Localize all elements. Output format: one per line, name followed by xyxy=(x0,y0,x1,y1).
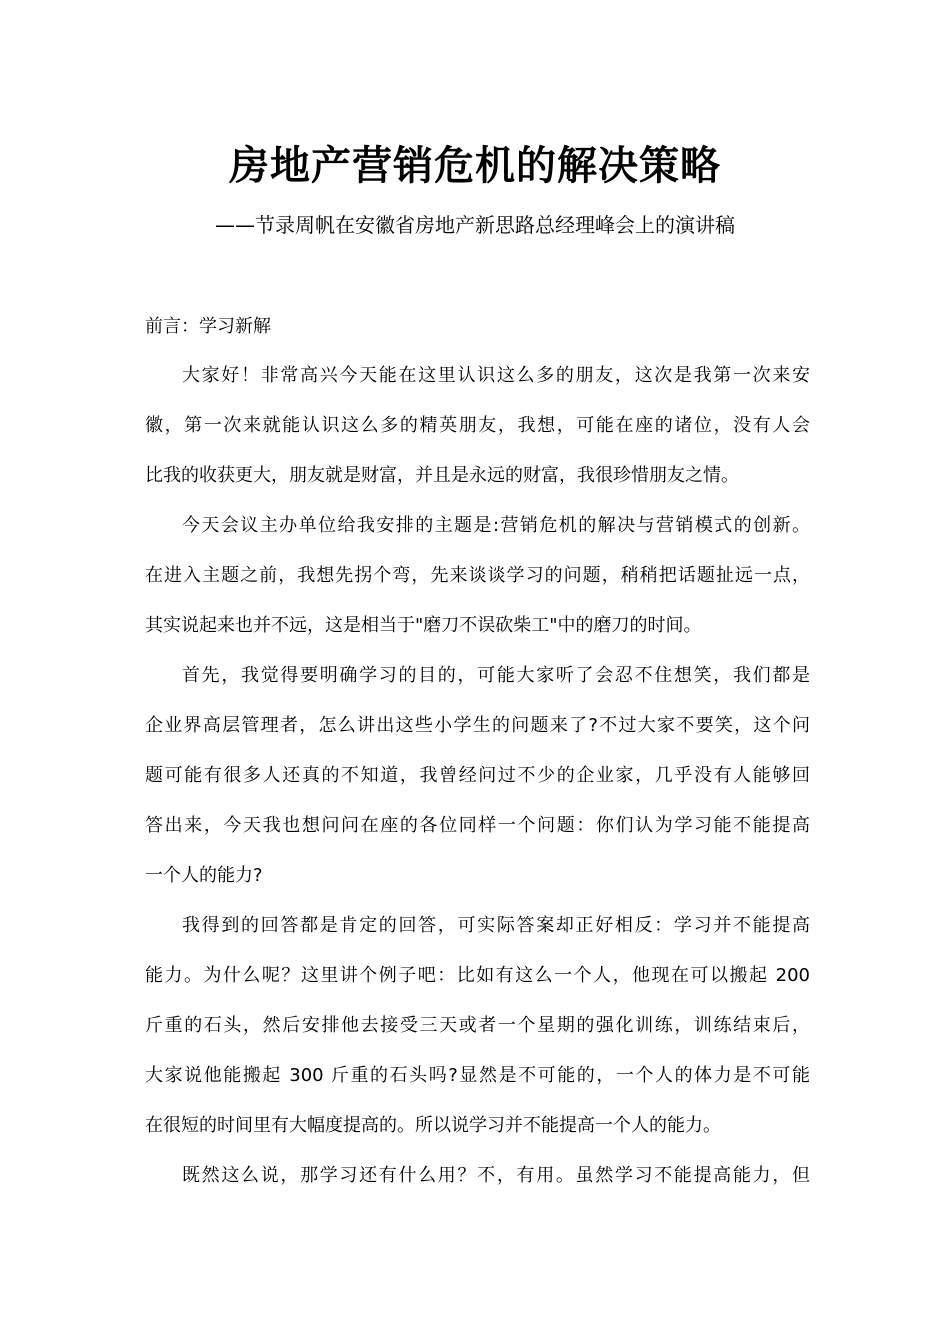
paragraph-line: 大家说他能搬起 300 斤重的石头吗?显然是不可能的，一个人的体力是不可能 xyxy=(145,1065,810,1086)
paragraph-line: 大家好！非常高兴今天能在这里认识这么多的朋友，这次是我第一次来安 xyxy=(182,365,810,386)
paragraph-line: 能力。为什么呢？这里讲个例子吧：比如有这么一个人，他现在可以搬起 200 xyxy=(145,965,810,986)
paragraph-line: 我得到的回答都是肯定的回答，可实际答案却正好相反：学习并不能提高 xyxy=(182,915,810,936)
document-subtitle: ——节录周帆在安徽省房地产新思路总经理峰会上的演讲稿 xyxy=(215,213,735,237)
paragraph-line: 在进入主题之前，我想先拐个弯，先来谈谈学习的问题，稍稍把话题扯远一点， xyxy=(145,565,810,586)
paragraph-5 xyxy=(145,1160,810,1210)
paragraph-line: 斤重的石头，然后安排他去接受三天或者一个星期的强化训练，训练结束后， xyxy=(145,1015,810,1036)
paragraph-2 xyxy=(145,510,810,660)
paragraph-line: 一个人的能力? xyxy=(145,865,263,886)
paragraph-3 xyxy=(145,660,810,910)
paragraph-line: 既然这么说，那学习还有什么用？不，有用。虽然学习不能提高能力，但 xyxy=(182,1165,810,1186)
document-body xyxy=(145,310,810,1210)
paragraph-line: 题可能有很多人还真的不知道，我曾经问过不少的企业家，几乎没有人能够回 xyxy=(145,765,810,786)
paragraph-line: 首先，我觉得要明确学习的目的，可能大家听了会忍不住想笑，我们都是 xyxy=(182,665,810,686)
paragraph-line: 比我的收获更大，朋友就是财富，并且是永远的财富，我很珍惜朋友之情。 xyxy=(145,465,739,486)
paragraph-line: 其实说起来也并不远，这是相当于"磨刀不误砍柴工"中的磨刀的时间。 xyxy=(145,615,702,636)
paragraph-line: 在很短的时间里有大幅度提高的。所以说学习并不能提高一个人的能力。 xyxy=(145,1115,721,1136)
section-heading: 前言：学习新解 xyxy=(145,316,271,337)
paragraph-line: 徽，第一次来就能认识这么多的精英朋友，我想，可能在座的诸位，没有人会 xyxy=(145,415,810,436)
document-title: 房地产营销危机的解决策略 xyxy=(229,143,721,189)
paragraph-4 xyxy=(145,910,810,1160)
paragraph-line: 今天会议主办单位给我安排的主题是:营销危机的解决与营销模式的创新。 xyxy=(182,515,810,536)
paragraph-line: 企业界高层管理者，怎么讲出这些小学生的问题来了?不过大家不要笑，这个问 xyxy=(145,715,810,736)
paragraph-line: 答出来，今天我也想问问在座的各位同样一个问题：你们认为学习能不能提高 xyxy=(145,815,810,836)
paragraph-1 xyxy=(145,360,810,510)
